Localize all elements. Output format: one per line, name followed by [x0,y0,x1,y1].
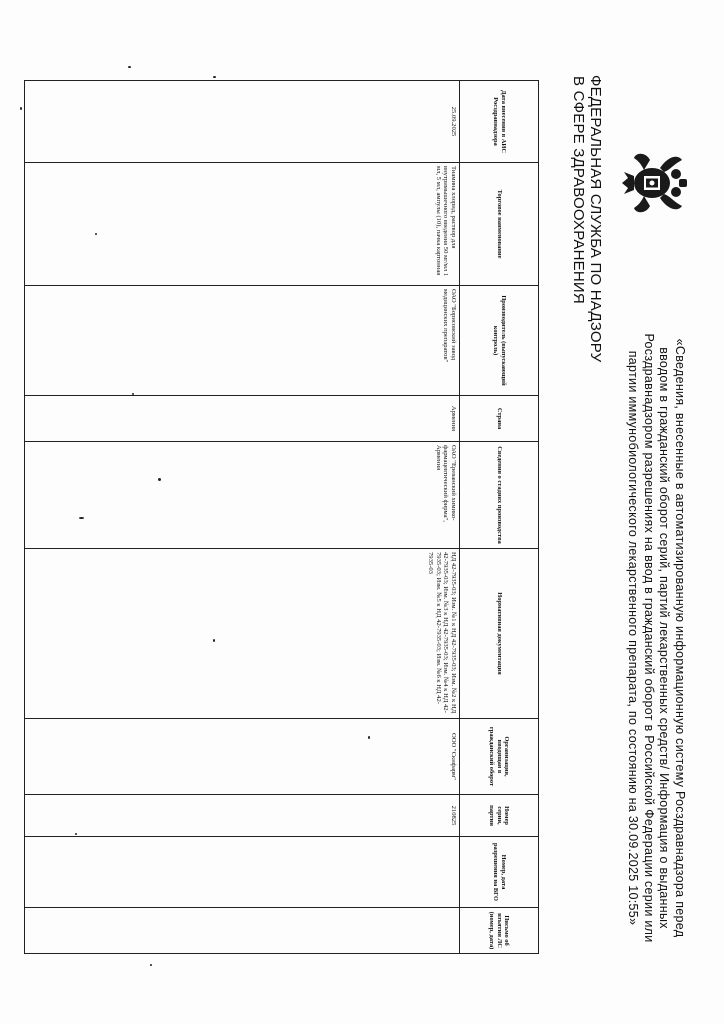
double-headed-eagle-emblem-icon [620,148,690,218]
cell-stages: ОАО "Ереванский химико-фармацевтический фирма", Армения [25,442,460,549]
header-normative-docs: Нормативная документация [460,549,539,719]
scan-speck [75,833,77,835]
cell-date: 25.09.2025 [25,81,460,163]
header-organization: Организация, вводящая в гражданский оборот [460,719,539,795]
agency-name-line2: В СФЕРЕ ЗДРАВООХРАНЕНИЯ [570,76,587,304]
header-date: Дата внесения в АИС Росздравнадзора [460,81,539,163]
table-row [25,81,460,954]
table-header-row [460,81,539,954]
scan-speck [20,107,22,110]
scan-speck [128,66,131,68]
cell-organization: ООО "Скифарм" [25,719,460,795]
header-permit: Номер, дата разрешения на ВГО [460,837,539,908]
scan-speck [79,517,84,519]
scan-speck [213,76,216,78]
cell-manufacturer: ОАО "Борисовский завод медицинских препаратов" [25,286,460,396]
scan-speck [158,478,161,481]
header-manufacturer: Производитель (выпускающий контроль) [460,286,539,396]
cell-permit [25,837,460,908]
cell-withdrawal [25,908,460,954]
header-batch: Номер серии, партии [460,795,539,837]
cell-batch: 210825 [25,795,460,837]
header-country: Страна [460,396,539,442]
scan-speck [150,964,152,966]
scan-speck [95,233,97,235]
header-stages: Сведения о стадиях производства [460,442,539,549]
agency-name-line1: ФЕДЕРАЛЬНАЯ СЛУЖБА ПО НАДЗОРУ [587,75,604,363]
scan-speck [368,736,370,739]
scan-speck [132,393,134,395]
cell-trade-name: Тиамина хлорид, раствор для внутримышечного введения 50 мг/мл 1 мл, 5 мл, ампулы (10), пачка картонная [25,163,460,286]
document-title: «Сведения, внесенные в автоматизированную информационную систему Росздравнадзора перед вводом в гражданский оборот серий, партий лекарственных средств/ Информация о выданных Росздравнадзором разрешениях на ввод в гражданский оборот в Российской Федерации серии или партии иммунобиологического лекарственного препарата, по состоянию на 30.09.2025 10:55» [626,333,687,943]
cell-normative-docs: НД 42-7935-03; Изм. №1 к НД 42-7935-03; Изм. №2 к НД 42-7935-03; Изм. №3 к НД 42-7935-03; Изм. №4 к НД 42-7935-03; Изм. №5 к НД 42-7935-03; Изм. №6 к НД 42-7935-03 [25,549,460,719]
agency-name [570,75,604,363]
cell-country: Армения [25,396,460,442]
header-trade-name: Торговое наименование [460,163,539,286]
header-withdrawal: Письмо об изъятии ЛС (номер, дата) [460,908,539,954]
registry-table [24,80,539,954]
scan-speck [213,639,215,642]
